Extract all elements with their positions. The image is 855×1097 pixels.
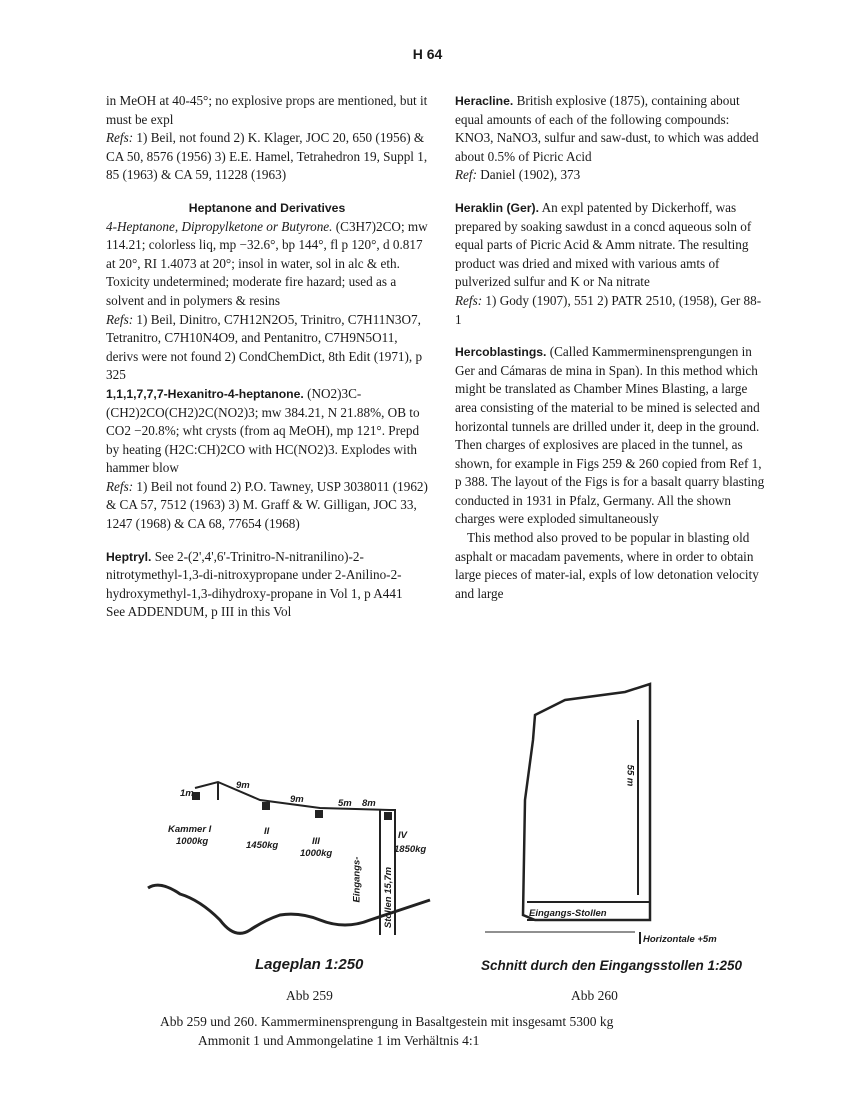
figure-260	[475, 670, 755, 1003]
figure-259-label: Abb 259	[286, 988, 333, 1003]
dim-2: 9m	[236, 780, 250, 791]
intro-paragraph	[106, 92, 428, 185]
heptanone-section	[106, 199, 428, 534]
heracline-body: British explosive (1875), containing about equal amounts of each of the following compounds: KNO3, NaNO3, sulfur and saw-dust, to which was added about 0.5% of Picric Acid	[455, 93, 759, 164]
eingangs-stollen-label: Eingangs-Stollen	[529, 908, 607, 919]
chamber-4-name: IV	[398, 830, 407, 841]
chamber-2-mark	[262, 802, 270, 810]
heptanone-body: (C3H7)2CO; mw 114.21; colorless liq, mp −32.6°, bp 144°, fl p 120°, d 0.817 at 20°, RI 1.4073 at 20°; insol in water, sol in alc & eth. Toxicity undetermined; moderate fire hazard; used as a solvent and in polymers & resins	[106, 218, 428, 308]
heptanone-subtitle: 4-Heptanone, Dipropylketone or Butyrone.	[106, 218, 333, 234]
hercoblastings-name: Hercoblastings.	[455, 345, 547, 360]
chamber-3-mark	[315, 810, 323, 818]
heraklin-refs-label: Refs:	[455, 292, 483, 308]
hercoblastings-body2: This method also proved to be popular in blasting old asphalt or macadam pavements, where in order to obtain large pieces of mater-ial, expls of low detonation velocity and large	[455, 530, 759, 601]
heptryl-name: Heptryl.	[106, 549, 152, 564]
horizontale-label: Horizontale +5m	[643, 934, 717, 945]
intro-text: in MeOH at 40-45°; no explosive props are mentioned, but it must be expl	[106, 93, 428, 127]
heptryl-section	[106, 548, 428, 622]
chamber-4-mark	[384, 812, 392, 820]
chamber-1-charge: 1000kg	[176, 836, 209, 847]
heptryl-body: See 2-(2',4',6'-Trinitro-N-nitranilino)-2-nitrotymethyl-1,3-di-nitroxypropane under 2-Anilino-2-hydroxymethyl-1,3-dihydroxy-propane in Vol 1, p A441	[106, 548, 403, 601]
figure-260-drawing	[475, 670, 755, 970]
intro-refs: 1) Beil, not found 2) K. Klager, JOC 20, 650 (1956) & CA 50, 8576 (1956) 3) E.E. Hamel, Tetrahedron 19, Suppl 1, 85 (1963) & CA 59, 11228 (1963)	[106, 130, 428, 183]
figure-caption	[160, 1012, 720, 1050]
chamber-3-name: III	[312, 836, 320, 847]
right-column	[455, 92, 767, 617]
dim-3: 9m	[290, 794, 304, 805]
heptanone-refs-label: Refs:	[106, 311, 134, 327]
rock-face	[523, 684, 650, 920]
page-header: H 64	[412, 46, 443, 62]
chamber-2-charge: 1450kg	[246, 840, 279, 851]
hexanitro-name: 1,1,1,7,7,7-Hexanitro-4-heptanone.	[106, 386, 304, 401]
heracline-name: Heracline.	[455, 94, 514, 108]
height-label: 55 m	[624, 764, 636, 787]
chamber-3-charge: 1000kg	[300, 848, 333, 859]
stollen-label-b: Stollen 15,7m	[383, 866, 395, 929]
heracline-ref: Daniel (1902), 373	[480, 167, 581, 183]
intro-refs-label: Refs:	[106, 130, 134, 146]
caption-line-1: Abb 259 und 260. Kammerminensprengung in Basaltgestein mit insgesamt 5300 kg	[160, 1014, 614, 1029]
heracline-ref-label: Ref:	[455, 167, 477, 183]
hercoblastings-section	[455, 343, 767, 529]
figure-259-title: Lageplan 1:250	[255, 956, 364, 973]
dim-5: 8m	[362, 798, 376, 809]
hexanitro-refs-label: Refs:	[106, 478, 134, 494]
heraklin-refs: 1) Gody (1907), 551 2) PATR 2510, (1958), Ger 88-1	[455, 292, 762, 327]
dim-4: 5m	[338, 798, 352, 809]
heraklin-body: An expl patented by Dickerhoff, was prepared by soaking sawdust in a concd aqueous soln of equal parts of Picric Acid & Amm nitrate. The resulting product was dried and mixed with various amts of pulverized sulfur and K or Na nitrate	[455, 199, 752, 290]
hexanitro-refs: 1) Beil not found 2) P.O. Tawney, USP 3038011 (1962) & CA 57, 7512 (1963) 3) M. Graff & W. Gilligan, JOC 33, 1247 (1968) & CA 68, 77654 (1968)	[106, 478, 428, 532]
caption-line-2: Ammonit 1 und Ammongelatine 1 im Verhältnis 4:1	[198, 1033, 480, 1048]
stollen-label-a: Eingangs-	[351, 856, 363, 903]
heptryl-addendum: See ADDENDUM, p III in this Vol	[106, 604, 292, 620]
figure-260-title: Schnitt durch den Eingangsstollen 1:250	[481, 958, 743, 973]
hexanitro-body: (NO2)3C-(CH2)2CO(CH2)2C(NO2)3; mw 384.21, N 21.88%, OB to CO2 −20.8%; wht crysts (from aq MeOH), mp 121°. Prepd by heating (H2C:CH)2CO with HC(NO2)3. Explodes with hammer blow	[106, 385, 420, 476]
heptanone-refs: 1) Beil, Dinitro, C7H12N2O5, Trinitro, C7H11N3O7, Tetranitro, C7H10N4O9, and Pentanitro, C7H9N5O11, derivs were not found 2) CondChemDict, 8th Edit (1971), p 325	[106, 311, 423, 383]
heptanone-heading: Heptanone and Derivatives	[188, 200, 346, 215]
chamber-1-name: Kammer I	[168, 824, 212, 835]
heracline-section	[455, 92, 767, 185]
hercoblastings-body: (Called Kammerminensprengungen in Ger and Cámaras de mina in Span). In this method which might be translated as Chamber Mines Blasting, a large area consisting of the material to be mined is selected and horizontal tunnels are drilled under it, deep in the ground. Then charges of explosives are placed in the tunnel, as shown, for example in Figs 259 & 260 copied from Ref 1, p 388. The layout of the Figs is for a basalt quarry blasting conducted in 1931 in Pfalz, Germany. All the shown charges were exploded simultaneously	[455, 344, 765, 527]
dim-1: 1m	[180, 788, 194, 799]
heraklin-name: Heraklin (Ger).	[455, 200, 539, 215]
figure-259	[140, 770, 440, 1003]
left-column	[106, 92, 428, 636]
figure-260-label: Abb 260	[571, 988, 618, 1003]
chamber-2-name: II	[264, 826, 270, 837]
heraklin-section	[455, 199, 767, 329]
chamber-4-charge: 1850kg	[394, 844, 427, 855]
